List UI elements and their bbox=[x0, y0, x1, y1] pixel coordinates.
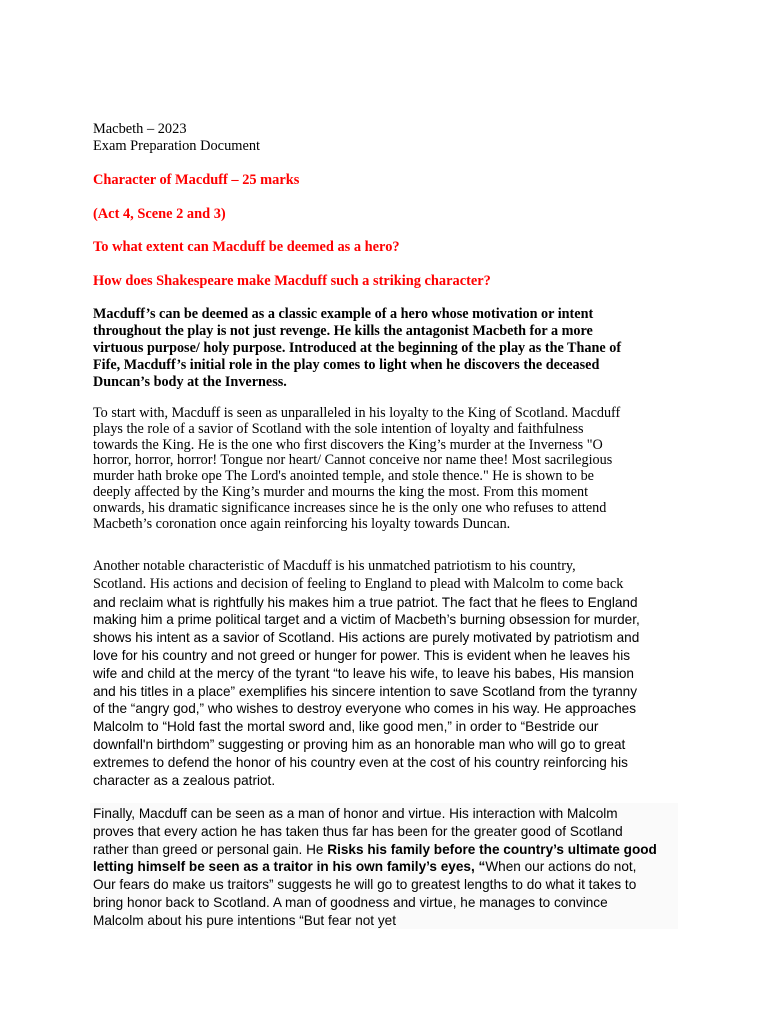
paragraph-line: Finally, Macduff can be seen as a man of honor and virtue. His interaction with Malcolm bbox=[93, 806, 618, 821]
paragraph-line: and his titles in a place” exemplifies his sincere intention to save Scotland from the tyranny bbox=[93, 683, 638, 699]
paragraph-line: bring honor back to Scotland. A man of goodness and virtue, he manages to convince bbox=[93, 894, 608, 910]
paragraph-line: and reclaim what is rightfully his makes him a true patriot. The fact that he flees to England bbox=[93, 594, 638, 610]
intro-line: Macduff’s can be deemed as a classic example of a hero whose motivation or intent bbox=[93, 306, 594, 322]
paragraph-line: Malcolm about his pure intentions “But fear not yet bbox=[93, 912, 396, 928]
paragraph-line: plays the role of a savior of Scotland with the sole intention of loyalty and faithfulness bbox=[93, 420, 584, 437]
paragraph-line: extremes to defend the honor of his country even at the cost of his country reinforcing his bbox=[93, 754, 628, 770]
paragraph-line-mixed bbox=[93, 858, 676, 876]
paragraph-line-mixed bbox=[93, 841, 676, 859]
heading-question-hero: To what extent can Macduff be deemed as a hero? bbox=[93, 239, 400, 255]
paragraph-line: shows his intent as a savior of Scotland. His actions are purely motivated by patriotism and bbox=[93, 630, 640, 646]
paragraph-line: wife and child at the mercy of the tyrant “to leave his wife, to leave his babes, His mansion bbox=[93, 665, 634, 681]
heading-acts: (Act 4, Scene 2 and 3) bbox=[93, 206, 226, 222]
document-header bbox=[93, 121, 676, 155]
paragraph-line: Another notable characteristic of Macduff is his unmatched patriotism to his country, bbox=[93, 558, 576, 574]
heading-character: Character of Macduff – 25 marks bbox=[93, 172, 300, 188]
document-page bbox=[93, 0, 676, 1024]
plain-text: rather than greed or personal gain. He bbox=[93, 841, 328, 857]
paragraph-line: horror, horror, horror! Tongue nor heart/ Cannot conceive nor name thee! Most sacrilegious bbox=[93, 452, 613, 469]
document-title: Macbeth – 2023 bbox=[93, 121, 187, 137]
intro-line: throughout the play is not just revenge. He kills the antagonist Macbeth for a more bbox=[93, 323, 593, 339]
bold-text: letting himself be seen as a traitor in his own family’s eyes, “ bbox=[93, 859, 486, 875]
intro-line: Fife, Macduff’s initial role in the play comes to light when he discovers the deceased bbox=[93, 357, 600, 373]
plain-text: When our actions do not, bbox=[485, 859, 637, 875]
paragraph-line: Our fears do make us traitors” suggests he will go to greatest lengths to do what it takes to bbox=[93, 877, 637, 893]
document-subtitle: Exam Preparation Document bbox=[93, 138, 261, 154]
paragraph-line: towards the King. He is the one who first discovers the King’s murder at the Inverness "O bbox=[93, 436, 603, 453]
paragraph-line: love for his country and not greed or hunger for power. This is evident when he leaves his bbox=[93, 647, 631, 663]
honor-paragraph bbox=[93, 805, 676, 930]
paragraph-line: downfall'n birthdom” suggesting or proving him as an honorable man who will go to great bbox=[93, 736, 626, 752]
paragraph-line: deeply affected by the King’s murder and mourns the king the most. From this moment bbox=[93, 483, 589, 500]
paragraph-line: Macbeth’s coronation once again reinforcing his loyalty towards Duncan. bbox=[93, 515, 511, 532]
intro-line: Duncan’s body at the Inverness. bbox=[93, 374, 287, 390]
intro-paragraph bbox=[93, 306, 676, 391]
paragraph-line: onwards, his dramatic significance increases since he is the only one who refuses to attend bbox=[93, 499, 607, 516]
paragraph-line: proves that every action he has taken thus far has been for the greater good of Scotland bbox=[93, 823, 623, 839]
bold-text: Risks his family before the country’s ultimate good bbox=[327, 841, 657, 857]
paragraph-line: murder hath broke ope The Lord's anointed temple, and stole thence." He is shown to be bbox=[93, 468, 594, 485]
paragraph-line: of the “angry god,” who wishes to destroy everyone who comes in his way. He approaches bbox=[93, 701, 637, 717]
paragraph-line: Scotland. His actions and decision of feeling to England to plead with Malcolm to come back bbox=[93, 575, 624, 592]
heading-question-striking: How does Shakespeare make Macduff such a striking character? bbox=[93, 273, 491, 289]
paragraph-line: character as a zealous patriot. bbox=[93, 772, 276, 788]
patriotism-paragraph bbox=[93, 558, 676, 789]
paragraph-line: Malcolm to “Hold fast the mortal sword and, like good men,” in order to “Bestride our bbox=[93, 719, 599, 735]
paragraph-line: making him a prime political target and a victim of Macbeth’s burning obsession for murder, bbox=[93, 612, 640, 628]
intro-line: virtuous purpose/ holy purpose. Introduced at the beginning of the play as the Thane of bbox=[93, 340, 622, 356]
loyalty-paragraph bbox=[93, 406, 676, 532]
paragraph-line: To start with, Macduff is seen as unparalleled in his loyalty to the King of Scotland. Macduff bbox=[93, 405, 621, 421]
